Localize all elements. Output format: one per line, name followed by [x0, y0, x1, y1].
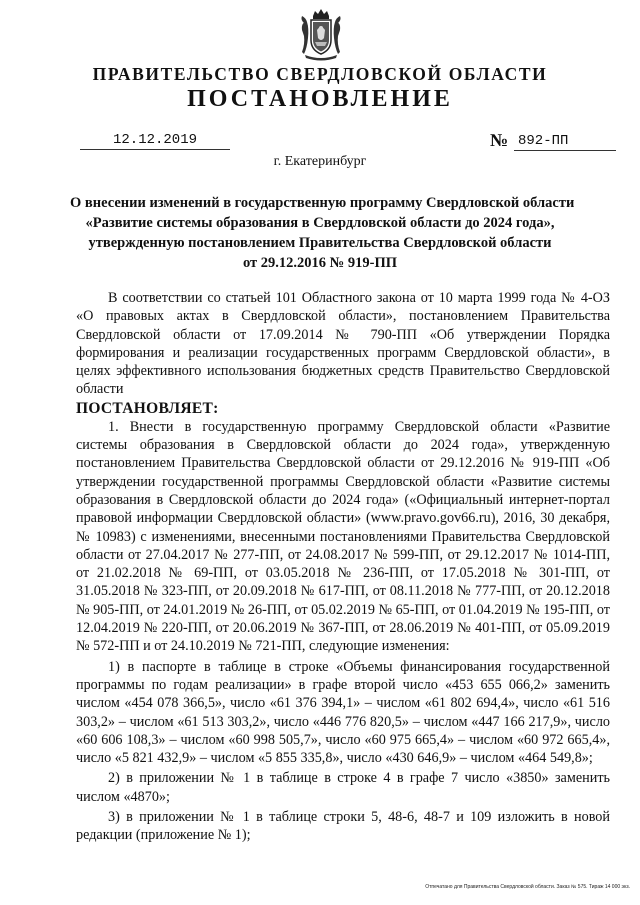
subitem-2-paragraph: 2) в приложении № 1 в таблице в строке 4 в графе 7 число «3850» заменить числом «4870»; — [76, 770, 610, 805]
document-title — [70, 193, 575, 273]
document-type: ПОСТАНОВЛЕНИЕ — [187, 86, 453, 112]
title-line: «Развитие системы образования в Свердловской области до 2024 года», — [85, 215, 555, 231]
resolves-heading: ПОСТАНОВЛЯЕТ: — [76, 399, 219, 417]
item-1-paragraph: 1. Внести в государственную программу Свердловской области «Развитие системы образования в Свердловской области до 2024 года», утвержденную постановлением Правительства Свердловской области от 29.12.2016 № 919-ПП «Об утверждении государственной программы Свердловской области «Развитие системы образования в Свердловской области до 2024 года» («Официальный интернет-портал правовой информации Свердловской области» (www.pravo.gov66.ru), 2016, 30 декабря, № 10983) с изменениями, внесенными постановлениями Правительства Свердловской области от 27.04.2017 № 277-ПП, от 24.08.2017 № 599-ПП, от 29.12.2017 № 1014-ПП, от 21.02.2018 № 69-ПП, от 03.05.2018 № 236-ПП, от 17.05.2018 № 301-ПП, от 31.05.2018 № 323-ПП, от 20.09.2018 № 617-ПП, от 08.11.2018 № 777-ПП, от 20.12.2018 № 905-ПП, от 24.01.2019 № 26-ПП, от 05.02.2019 № 65-ПП, от 01.04.2019 № 195-ПП, от 12.04.2019 № 220-ПП, от 20.06.2019 № 367-ПП, от 28.06.2019 № 401-ПП, от 05.09.2019 № 572-ПП и от 24.10.2019 № 721-ПП, следующие изменения: — [76, 418, 610, 655]
city: г. Екатеринбург — [273, 154, 367, 169]
title-line: О внесении изменений в государственную программу Свердловской области — [70, 195, 575, 211]
subitem-1-paragraph: 1) в паспорте в таблице в строке «Объемы финансирования государственной программы по годам реализации» в графе второй число «453 655 066,2» заменить числом «454 078 366,5», число «61 376 394,1» – числом «61 802 694,4», число «61 516 303,2» – числом «61 513 303,2», число «446 776 820,5» – числом «447 166 217,9», число «60 606 108,3» – числом «60 998 505,7», число «60 975 665,4» – числом «60 972 665,4», число «5 821 432,9» – числом «5 855 335,8», число «430 646,9» – числом «464 549,8»; — [76, 658, 610, 767]
subitem-3-paragraph: 3) в приложении № 1 в таблице строки 5, 48-6, 48-7 и 109 изложить в новой редакции (приложение № 1); — [76, 809, 610, 844]
intro-paragraph: В соответствии со статьей 101 Областного закона от 10 марта 1999 года № 4-ОЗ «О правовых актах в Свердловской области», постановлением Правительства Свердловской области от 17.09.2014 № 790-ПП «Об утверждении Порядка формирования и реализации государственных программ Свердловской области», в целях эффективного использования бюджетных средств Правительство Свердловской области — [76, 290, 610, 398]
title-line: от 29.12.2016 № 919-ПП — [242, 255, 397, 271]
coat-of-arms-icon — [299, 8, 343, 62]
document-date: 12.12.2019 — [80, 131, 230, 150]
government-name: ПРАВИТЕЛЬСТВО СВЕРДЛОВСКОЙ ОБЛАСТИ — [92, 64, 548, 84]
document-body — [76, 289, 610, 845]
title-line: утвержденную постановлением Правительства Свердловской области — [88, 235, 552, 251]
print-note: Отпечатано для Правительства Свердловской области. Заказ № 575. Тираж 14 000 экз. — [425, 884, 630, 890]
number-sign: № — [490, 130, 509, 150]
document-number: 892-ПП — [514, 132, 616, 151]
